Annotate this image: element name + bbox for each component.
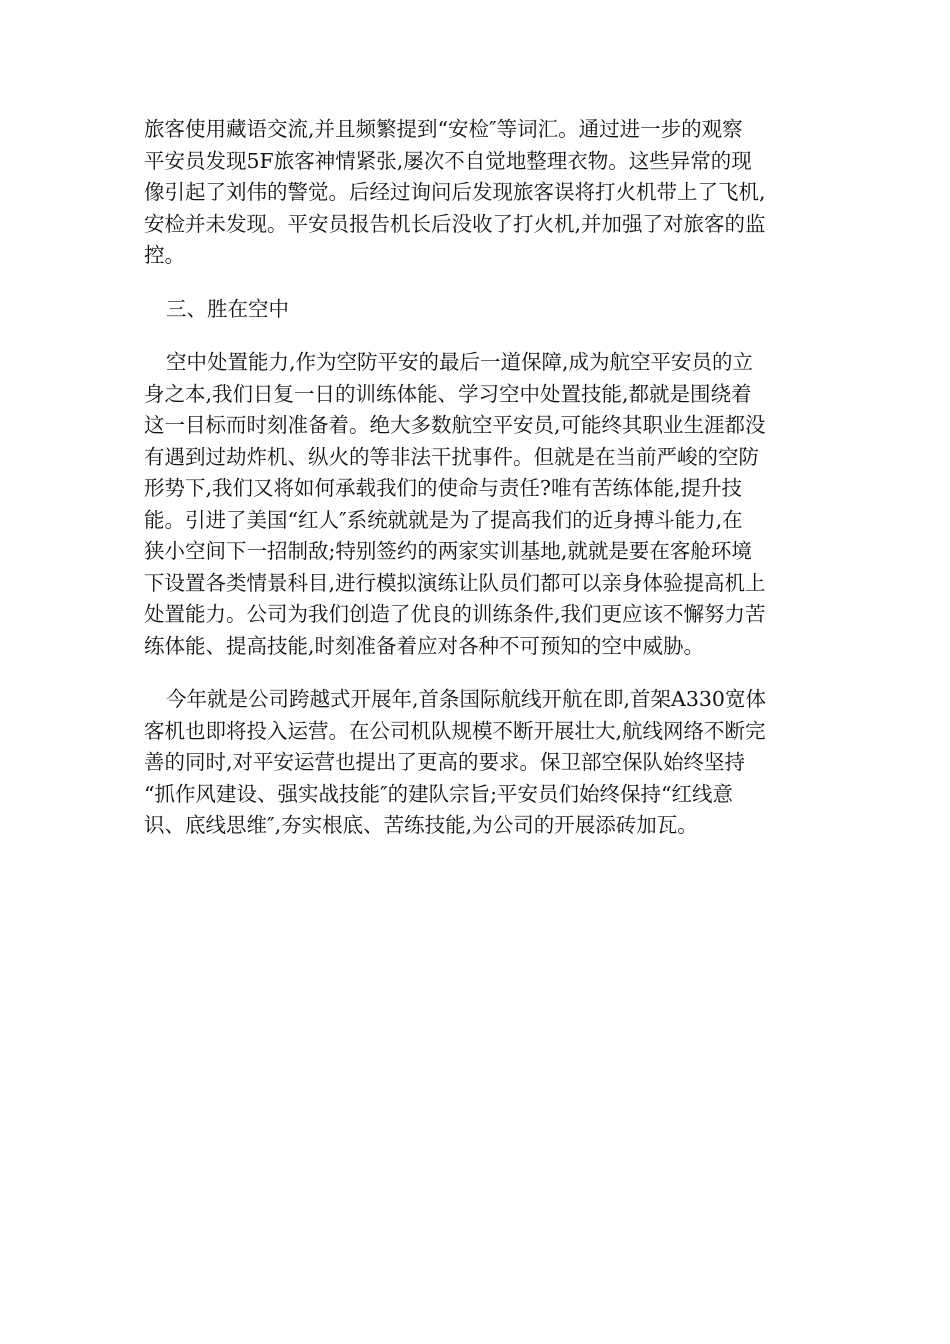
text-line: 客机也即将投入运营。在公司机队规模不断开展壮大,航线网络不断完 bbox=[144, 718, 766, 743]
text-line: 安检并未发现。平安员报告机长后没收了打火机,并加强了对旅客的监 bbox=[144, 211, 766, 236]
text-line: 狭小空间下一招制敌;特别签约的两家实训基地,就就是要在客舱环境 bbox=[144, 539, 752, 563]
text-line: 这一目标而时刻准备着。绝大多数航空平安员,可能终其职业生涯都没 bbox=[144, 413, 766, 437]
text-line: 有遇到过劫炸机、纵火的等非法干扰事件。但就是在当前严峻的空防 bbox=[144, 444, 759, 469]
paragraph bbox=[144, 684, 808, 842]
text-line: 今年就是公司跨越式开展年,首条国际航线开航在即,首架A330宽体 bbox=[166, 687, 766, 711]
text-line: 旅客使用藏语交流,并且频繁提到“安检″等词汇。通过进一步的观察 bbox=[144, 117, 743, 141]
text-line: 身之本,我们日复一日的训练体能、学习空中处置技能,都就是围绕着 bbox=[144, 381, 752, 406]
text-line: 识、底线思维″,夯实根底、苦练技能,为公司的开展添砖加瓦。 bbox=[144, 813, 698, 837]
text-line: 空中处置能力,作为空防平安的最后一道保障,成为航空平安员的立 bbox=[166, 350, 754, 374]
text-line: 像引起了刘伟的警觉。后经过询问后发现旅客误将打火机带上了飞机, bbox=[144, 180, 766, 204]
section-heading-text: 三、胜在空中 bbox=[166, 296, 289, 321]
text-line: 练体能、提高技能,时刻准备着应对各种不可预知的空中威胁。 bbox=[144, 633, 705, 658]
text-line: 形势下,我们又将如何承载我们的使命与责任?唯有苦练体能,提升技 bbox=[144, 476, 743, 500]
paragraph-gap bbox=[144, 662, 808, 684]
text-line: 处置能力。公司为我们创造了优良的训练条件,我们更应该不懈努力苦 bbox=[144, 602, 766, 626]
text-line: 平安员发现5F旅客神情紧张,屡次不自觉地整理衣物。这些异常的现 bbox=[144, 148, 752, 173]
paragraph bbox=[144, 114, 808, 272]
document-body bbox=[144, 114, 808, 842]
text-line: 能。引进了美国“红人″系统就就是为了提高我们的近身搏斗能力,在 bbox=[144, 507, 743, 532]
text-line: “抓作风建设、强实战技能″的建队宗旨;平安员们始终保持“红线意 bbox=[144, 781, 734, 806]
paragraph-gap bbox=[144, 325, 808, 347]
section-heading bbox=[144, 294, 808, 326]
text-line: 善的同时,对平安运营也提出了更高的要求。保卫部空保队始终坚持 bbox=[144, 750, 746, 774]
paragraph-gap bbox=[144, 272, 808, 294]
text-line: 下设置各类情景科目,进行模拟演练让队员们都可以亲身体验提高机上 bbox=[144, 570, 766, 595]
text-line: 控。 bbox=[144, 243, 185, 267]
paragraph bbox=[144, 347, 808, 662]
